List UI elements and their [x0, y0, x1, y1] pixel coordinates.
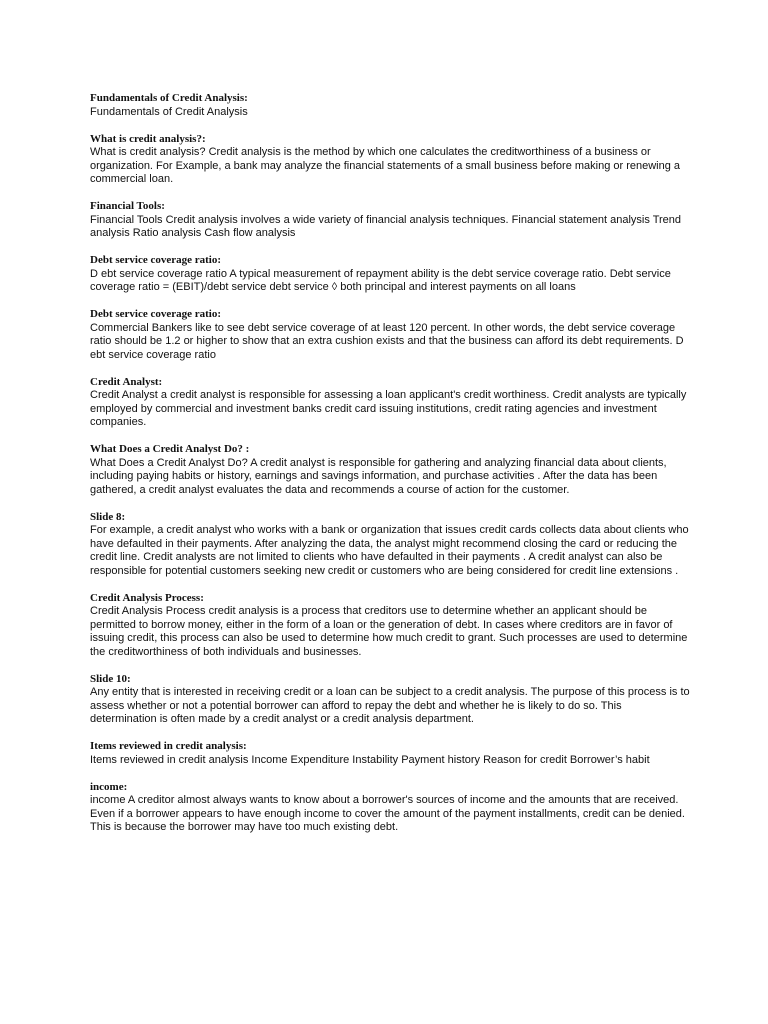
section-heading: Debt service coverage ratio: — [90, 254, 222, 266]
section-heading: Slide 8: — [90, 510, 126, 523]
section-debt-service-coverage-ratio-1 — [90, 254, 690, 295]
section-what-does-analyst-do — [90, 443, 690, 497]
section-body: Commercial Bankers like to see debt service coverage of at least 120 percent. In other words, the debt service coverage ratio should be 1.2 or higher to show that an extra cushion exists and that the business can afford its debt requirements. D ebt service coverage ratio — [90, 321, 684, 361]
section-debt-service-coverage-ratio-2 — [90, 308, 690, 362]
section-income — [90, 781, 690, 835]
section-body: What Does a Credit Analyst Do? A credit analyst is responsible for gathering and analyzing financial data about clients, including paying habits or history, earnings and savings information, and purchase activities . After the data has been gathered, a credit analyst evaluates the data and recommends a course of action for the customer. — [90, 456, 667, 496]
section-body: What is credit analysis? Credit analysis is the method by which one calculates the creditworthiness of a business or organization. For Example, a bank may analyze the financial statements of a small business before making or renewing a commercial loan. — [90, 146, 681, 185]
section-slide-8 — [90, 511, 690, 579]
section-body: Fundamentals of Credit Analysis — [90, 105, 248, 118]
section-items-reviewed — [90, 740, 690, 767]
section-what-is-credit-analysis — [90, 133, 690, 187]
section-body: Items reviewed in credit analysis Income Expenditure Instability Payment history Reason for credit Borrower’s habit — [90, 753, 650, 766]
section-heading: Items reviewed in credit analysis: — [90, 740, 247, 752]
section-body: D ebt service coverage ratio A typical measurement of repayment ability is the debt service coverage ratio. Debt service coverage ratio = (EBIT)/debt service debt service ◊ both principal and interest payments on all loans — [90, 267, 671, 293]
section-fundamentals — [90, 92, 690, 119]
section-body: income A creditor almost always wants to know about a borrower's sources of income and the amounts that are received. Even if a borrower appears to have enough income to cover the amount of the payment installments, credit can be denied. This is because the borrower may have too much existing debt. — [90, 794, 685, 833]
section-body: Credit Analysis Process credit analysis is a process that creditors use to determine whether an applicant should be permitted to borrow money, either in the form of a loan or the generation of debt. In cases where creditors are in favor of issuing credit, this process can also be used to determine how much credit to grant. Such processes are used to determine the creditworthiness of both individuals and businesses. — [90, 605, 688, 658]
section-heading: Credit Analyst: — [90, 375, 163, 388]
section-body: Credit Analyst a credit analyst is responsible for assessing a loan applicant's credit worthiness. Credit analysts are typically employed by commercial and investment banks credit card issuing institutions, credit rating agencies and investment companies. — [90, 389, 687, 428]
document-page — [90, 92, 690, 848]
section-heading: What Does a Credit Analyst Do? : — [90, 443, 250, 455]
section-financial-tools — [90, 200, 690, 241]
section-heading: Fundamentals of Credit Analysis: — [90, 92, 248, 104]
section-heading: Credit Analysis Process: — [90, 591, 204, 604]
section-heading: income: — [90, 780, 128, 793]
section-body: Financial Tools Credit analysis involves a wide variety of financial analysis techniques. Financial statement analysis Trend analysis Ratio analysis Cash flow analysis — [90, 213, 682, 239]
section-body: Any entity that is interested in receiving credit or a loan can be subject to a credit analysis. The purpose of this process is to assess whether or not a potential borrower can afford to repay the debt and whether he is likely to do so. This determination is often made by a credit analyst or a credit analysis department. — [90, 686, 690, 725]
section-heading: Financial Tools: — [90, 200, 165, 212]
section-heading: What is credit analysis?: — [90, 132, 206, 145]
section-credit-analyst — [90, 376, 690, 430]
section-body: For example, a credit analyst who works with a bank or organization that issues credit cards collects data about clients who have defaulted in their payments. After analyzing the data, the analyst might recommend closing the card or reducing the credit line. Credit analysts are not limited to clients who have defaulted in their payments . A credit analyst can also be responsible for potential customers seeking new credit or customers who are being considered for credit line extensions . — [90, 524, 689, 577]
section-heading: Slide 10: — [90, 672, 131, 685]
section-slide-10 — [90, 673, 690, 727]
section-credit-analysis-process — [90, 592, 690, 660]
section-heading: Debt service coverage ratio: — [90, 308, 222, 320]
